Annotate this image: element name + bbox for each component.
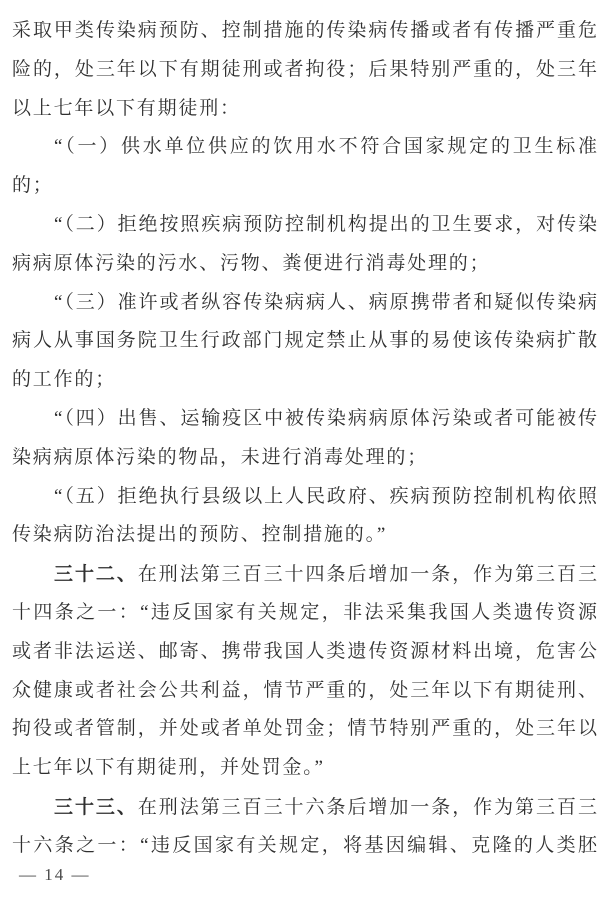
text-line: 的工作的； <box>12 369 117 391</box>
section-number-bold: 三十二、 <box>54 563 138 586</box>
text-line: 染病病原体污染的物品，未进行消毒处理的； <box>12 446 429 468</box>
text-line: “（四）出售、运输疫区中被传染病病原体污染或者可能被传 <box>54 407 597 429</box>
text-line: 的； <box>12 175 54 197</box>
text-line: 十六条之一：“违反国家有关规定，将基因编辑、克隆的人类胚 <box>12 834 597 856</box>
text-line: 或者非法运送、邮寄、携带我国人类遗传资源材料出境，危害公 <box>12 640 597 662</box>
page-number: — 14 — <box>19 865 91 884</box>
text-line: 拘役或者管制，并处或者单处罚金；情节特别严重的，处三年以 <box>12 718 597 740</box>
text-block <box>12 12 597 866</box>
text-line: 病人从事国务院卫生行政部门规定禁止从事的易使该传染病扩散 <box>12 330 597 352</box>
section-number-bold: 三十三、 <box>54 795 138 818</box>
text-line: 以上七年以下有期徒刑： <box>12 97 241 119</box>
text-line: 十四条之一：“违反国家有关规定，非法采集我国人类遗传资源 <box>12 601 597 623</box>
text-line: 病病原体污染的污水、污物、粪便进行消毒处理的； <box>12 252 491 274</box>
text-line: “（一）供水单位供应的饮用水不符合国家规定的卫生标准 <box>54 136 597 158</box>
text-line: 众健康或者社会公共利益，情节严重的，处三年以下有期徒刑、 <box>12 679 597 701</box>
text-line: 上七年以下有期徒刑，并处罚金。” <box>12 757 325 779</box>
text-line: “（三）准许或者纵容传染病病人、病原携带者和疑似传染病 <box>54 291 597 313</box>
text-line: 险的，处三年以下有期徒刑或者拘役；后果特别严重的，处三年 <box>12 58 597 80</box>
text-line: “（五）拒绝执行县级以上人民政府、疾病预防控制机构依照 <box>54 485 597 507</box>
text-line: 三十二、在刑法第三百三十四条后增加一条，作为第三百三 <box>54 563 597 586</box>
text-line: 传染病防治法提出的预防、控制措施的。” <box>12 524 388 546</box>
text-line: 三十三、在刑法第三百三十六条后增加一条，作为第三百三 <box>54 795 597 818</box>
text-line: 采取甲类传染病预防、控制措施的传染病传播或者有传播严重危 <box>12 20 597 41</box>
text-line: “（二）拒绝按照疾病预防控制机构提出的卫生要求，对传染 <box>54 213 597 235</box>
